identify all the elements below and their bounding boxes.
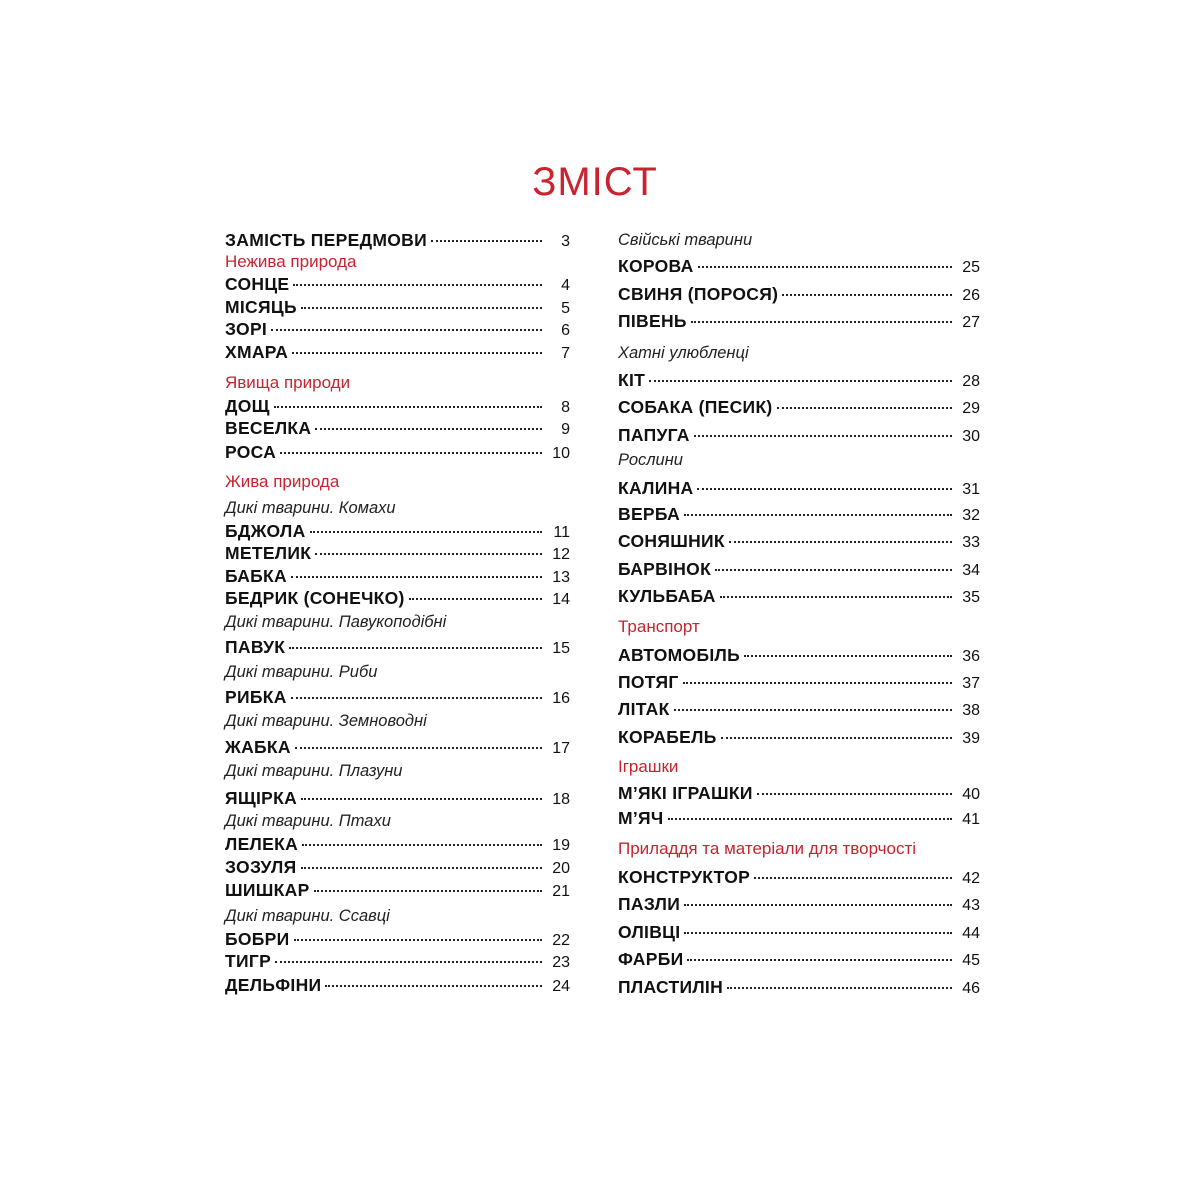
toc-page-number: 12: [552, 546, 570, 563]
toc-page-number: 9: [561, 421, 570, 438]
toc-entry-title: ТИГР: [225, 951, 272, 971]
toc-entry-title: ЗАМІСТЬ ПЕРЕДМОВИ: [225, 230, 427, 250]
toc-entry-title: ПАЗЛИ: [618, 894, 681, 914]
toc-entry-title: БЕДРИК (СОНЕЧКО): [225, 588, 405, 608]
toc-subsection-heading: Свійські тварини: [618, 231, 753, 249]
toc-page-number: 27: [962, 314, 980, 331]
dot-leader: [315, 553, 542, 555]
dot-leader: [295, 747, 542, 749]
dot-leader: [301, 798, 542, 800]
toc-entry-title: ЛІТАК: [618, 699, 670, 719]
dot-leader: [721, 737, 952, 739]
toc-entry-title: ВЕСЕЛКА: [225, 418, 312, 438]
toc-page-number: 34: [962, 562, 980, 579]
toc-section-heading: Нежива природа: [225, 252, 357, 271]
toc-page-number: 45: [962, 952, 980, 969]
dot-leader: [727, 987, 952, 989]
toc-entry-title: ЯЩІРКА: [225, 788, 298, 808]
toc-page-number: 18: [552, 791, 570, 808]
dot-leader: [777, 407, 952, 409]
dot-leader: [293, 284, 542, 286]
toc-page-number: 6: [561, 322, 570, 339]
dot-leader: [649, 380, 952, 382]
dot-leader: [683, 682, 952, 684]
toc-page-number: 21: [552, 883, 570, 900]
toc-page-number: 46: [962, 980, 980, 997]
toc-entry: [618, 369, 980, 392]
toc-page-number: 28: [962, 373, 980, 390]
toc-entry-title: АВТОМОБІЛЬ: [618, 645, 740, 665]
toc-entry: [618, 976, 980, 999]
toc-entry-title: СОНЯШНИК: [618, 531, 725, 551]
toc-entry: [618, 921, 980, 944]
toc-entry: [225, 636, 570, 659]
toc-section-heading: Транспорт: [618, 617, 700, 636]
dot-leader: [275, 961, 542, 963]
toc-entry-title: ХМАРА: [225, 342, 289, 362]
toc-entry-title: ПОТЯГ: [618, 672, 679, 692]
toc-subsection-heading: Дикі тварини. Павукоподібні: [225, 613, 447, 631]
dot-leader: [684, 904, 952, 906]
toc-entry-title: БОБРИ: [225, 929, 290, 949]
toc-entry: [225, 273, 570, 296]
dot-leader: [325, 985, 542, 987]
dot-leader: [301, 867, 542, 869]
toc-entry: [225, 341, 570, 364]
toc-entry: [618, 866, 980, 889]
toc-entry: [225, 928, 570, 951]
toc-entry: [618, 530, 980, 553]
dot-leader: [782, 294, 952, 296]
toc-entry-title: ФАРБИ: [618, 949, 684, 969]
toc-entry-title: ДОЩ: [225, 396, 270, 416]
toc-entry: [225, 587, 570, 610]
toc-page-number: 20: [552, 860, 570, 877]
toc-entry: [225, 542, 570, 565]
toc-entry: [225, 950, 570, 973]
toc-page-number: 41: [962, 811, 980, 828]
toc-entry: [618, 807, 980, 830]
dot-leader: [697, 488, 952, 490]
toc-entry: [225, 565, 570, 588]
dot-leader: [674, 709, 952, 711]
toc-entry: [225, 856, 570, 879]
toc-entry-title: ОЛІВЦІ: [618, 922, 681, 942]
toc-entry-title: ЛЕЛЕКА: [225, 834, 299, 854]
toc-entry-title: ПАВУК: [225, 637, 286, 657]
toc-page-number: 24: [552, 978, 570, 995]
toc-section-heading: Іграшки: [618, 757, 679, 776]
toc-entry-title: М’ЯКІ ІГРАШКИ: [618, 783, 753, 803]
dot-leader: [744, 655, 952, 657]
toc-page-number: 3: [561, 233, 570, 250]
toc-section-heading: Явища природи: [225, 373, 351, 392]
dot-leader: [294, 939, 542, 941]
toc-entry: [225, 879, 570, 902]
toc-page-number: 22: [552, 932, 570, 949]
toc-page-number: 23: [552, 954, 570, 971]
toc-entry-title: СОНЦЕ: [225, 274, 290, 294]
toc-entry: [225, 417, 570, 440]
toc-page-number: 40: [962, 786, 980, 803]
toc-entry: [618, 255, 980, 278]
toc-entry: [618, 558, 980, 581]
toc-page-number: 11: [553, 524, 570, 541]
toc-entry-title: КОРАБЕЛЬ: [618, 727, 717, 747]
toc-page-number: 29: [962, 400, 980, 417]
dot-leader: [314, 890, 542, 892]
toc-entry: [618, 782, 980, 805]
toc-entry: [225, 974, 570, 997]
toc-entry-title: М’ЯЧ: [618, 808, 664, 828]
toc-entry: [225, 395, 570, 418]
dot-leader: [310, 531, 542, 533]
toc-entry: [618, 424, 980, 447]
dot-leader: [274, 406, 542, 408]
dot-leader: [754, 877, 952, 879]
dot-leader: [694, 435, 952, 437]
toc-entry-title: КУЛЬБАБА: [618, 586, 716, 606]
dot-leader: [301, 307, 542, 309]
toc-page-number: 30: [962, 428, 980, 445]
dot-leader: [720, 596, 952, 598]
toc-subsection-heading: Дикі тварини. Ссавці: [225, 907, 390, 925]
toc-entry-title: ЗОРІ: [225, 319, 268, 339]
toc-entry-title: РИБКА: [225, 687, 287, 707]
toc-entry: [225, 229, 570, 252]
toc-page-number: 5: [561, 300, 570, 317]
toc-entry: [225, 736, 570, 759]
toc-entry: [618, 396, 980, 419]
toc-entry-title: БДЖОЛА: [225, 521, 306, 541]
toc-entry-title: ДЕЛЬФІНИ: [225, 975, 322, 995]
toc-entry: [618, 726, 980, 749]
toc-subsection-heading: Рослини: [618, 451, 683, 469]
dot-leader: [431, 240, 542, 242]
toc-entry-title: ЗОЗУЛЯ: [225, 857, 297, 877]
dot-leader: [409, 598, 542, 600]
toc-page-number: 26: [962, 287, 980, 304]
dot-leader: [729, 541, 952, 543]
toc-entry: [618, 310, 980, 333]
toc-entry-title: ПЛАСТИЛІН: [618, 977, 724, 997]
dot-leader: [687, 959, 952, 961]
toc-entry-title: РОСА: [225, 442, 277, 462]
toc-page-number: 4: [561, 277, 570, 294]
toc-entry-title: СВИНЯ (ПОРОСЯ): [618, 284, 779, 304]
toc-page-number: 8: [561, 399, 570, 416]
toc-entry-title: ПАПУГА: [618, 425, 690, 445]
toc-page-number: 14: [552, 591, 570, 608]
toc-entry-title: МІСЯЦЬ: [225, 297, 297, 317]
toc-entry: [618, 585, 980, 608]
toc-entry: [225, 441, 570, 464]
toc-page-number: 10: [552, 445, 570, 462]
toc-entry: [225, 833, 570, 856]
toc-entry: [618, 948, 980, 971]
toc-page-number: 15: [552, 640, 570, 657]
dot-leader: [291, 697, 542, 699]
toc-page-number: 7: [561, 345, 570, 362]
toc-entry: [225, 296, 570, 319]
dot-leader: [757, 793, 952, 795]
toc-entry: [225, 686, 570, 709]
toc-page-number: 36: [962, 648, 980, 665]
toc-subsection-heading: Дикі тварини. Плазуни: [225, 762, 403, 780]
toc-entry: [618, 893, 980, 916]
toc-entry: [225, 787, 570, 810]
toc-entry: [618, 283, 980, 306]
toc-entry: [618, 644, 980, 667]
toc-entry-title: БАБКА: [225, 566, 287, 586]
toc-entry-title: БАРВІНОК: [618, 559, 712, 579]
dot-leader: [715, 569, 952, 571]
toc-entry: [618, 477, 980, 500]
dot-leader: [691, 321, 952, 323]
toc-entry-title: ВЕРБА: [618, 504, 681, 524]
dot-leader: [698, 266, 952, 268]
toc-entry: [618, 671, 980, 694]
toc-entry-title: КОРОВА: [618, 256, 694, 276]
toc-page-number: 31: [962, 481, 980, 498]
toc-section-heading: Приладдя та матеріали для творчості: [618, 839, 917, 858]
dot-leader: [302, 844, 542, 846]
toc-page-number: 42: [962, 870, 980, 887]
toc-page-number: 37: [962, 675, 980, 692]
dot-leader: [668, 818, 952, 820]
toc-entry-title: КІТ: [618, 370, 646, 390]
dot-leader: [315, 428, 542, 430]
toc-page-number: 44: [962, 925, 980, 942]
dot-leader: [684, 932, 952, 934]
toc-subsection-heading: Хатні улюбленці: [618, 344, 749, 362]
toc-page-number: 16: [552, 690, 570, 707]
toc-entry-title: МЕТЕЛИК: [225, 543, 312, 563]
toc-entry-title: ЖАБКА: [225, 737, 291, 757]
dot-leader: [684, 514, 952, 516]
toc-entry-title: ПІВЕНЬ: [618, 311, 687, 331]
toc-page-number: 13: [552, 569, 570, 586]
toc-subsection-heading: Дикі тварини. Птахи: [225, 812, 391, 830]
toc-page-number: 25: [962, 259, 980, 276]
toc-page-number: 39: [962, 730, 980, 747]
toc-entry: [225, 520, 570, 543]
toc-page-number: 35: [962, 589, 980, 606]
dot-leader: [292, 352, 542, 354]
toc-page-number: 33: [962, 534, 980, 551]
toc-page-number: 32: [962, 507, 980, 524]
toc-section-heading: Жива природа: [225, 472, 340, 491]
toc-subsection-heading: Дикі тварини. Комахи: [225, 499, 396, 517]
toc-subsection-heading: Дикі тварини. Риби: [225, 663, 378, 681]
toc-entry-title: ШИШКАР: [225, 880, 310, 900]
toc-entry: [618, 503, 980, 526]
toc-page-number: 19: [552, 837, 570, 854]
toc-entry: [618, 698, 980, 721]
toc-entry-title: КАЛИНА: [618, 478, 694, 498]
toc-entry: [225, 318, 570, 341]
dot-leader: [291, 576, 542, 578]
toc-entry-title: КОНСТРУКТОР: [618, 867, 751, 887]
toc-page-number: 38: [962, 702, 980, 719]
dot-leader: [289, 647, 542, 649]
toc-subsection-heading: Дикі тварини. Земноводні: [225, 712, 427, 730]
dot-leader: [271, 329, 542, 331]
toc-page-number: 17: [552, 740, 570, 757]
toc-page-number: 43: [962, 897, 980, 914]
dot-leader: [280, 452, 542, 454]
page-title: ЗМІСТ: [532, 160, 658, 204]
toc-entry-title: СОБАКА (ПЕСИК): [618, 397, 773, 417]
